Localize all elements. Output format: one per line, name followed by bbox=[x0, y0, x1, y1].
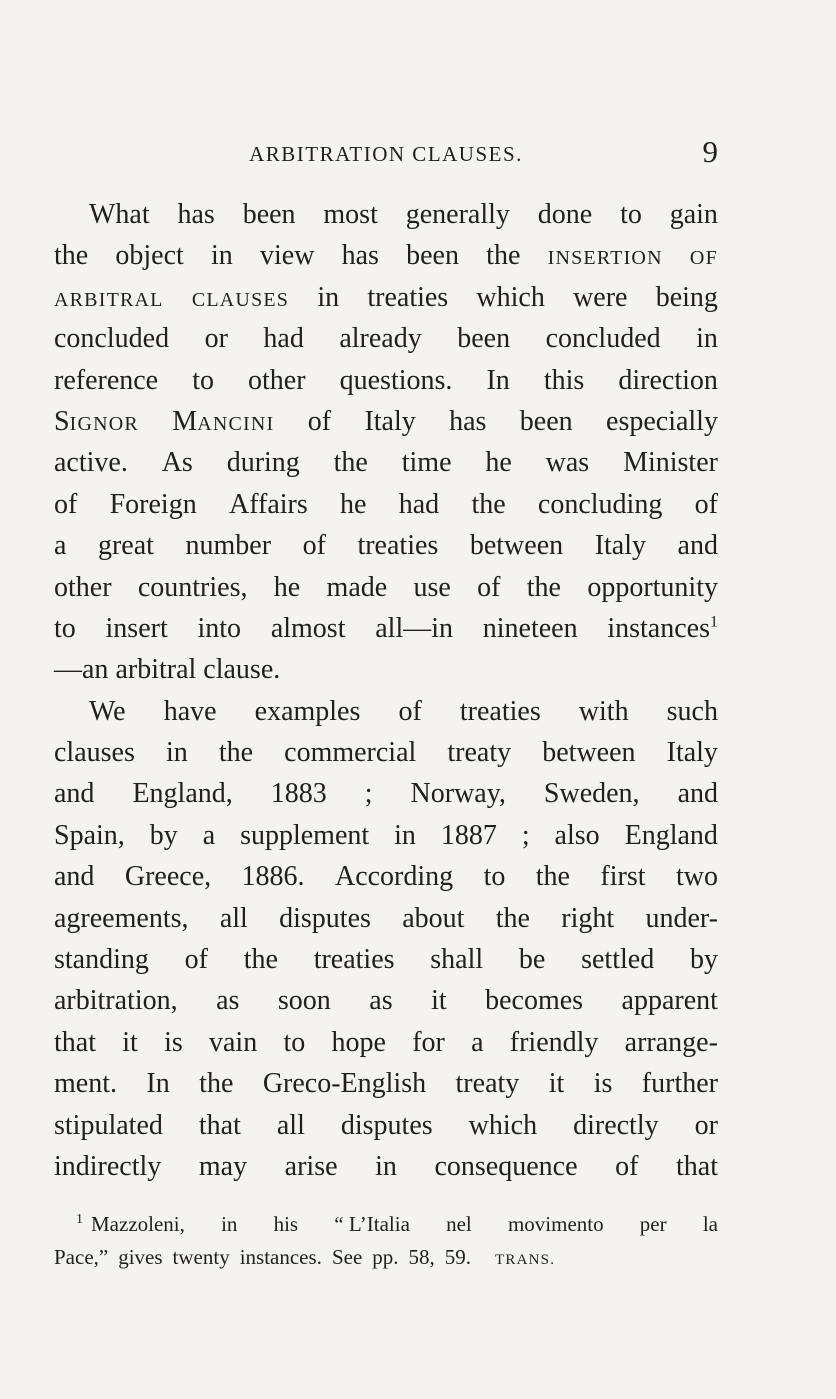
text-line bbox=[54, 1063, 718, 1104]
word: As bbox=[161, 447, 193, 479]
word: of bbox=[54, 488, 78, 520]
word: 1887 bbox=[440, 819, 497, 851]
word: clause. bbox=[203, 654, 281, 686]
name-mancini bbox=[172, 401, 274, 445]
word: concluding bbox=[537, 488, 663, 520]
word: and bbox=[54, 861, 95, 893]
word: time bbox=[401, 447, 452, 479]
word: the bbox=[495, 902, 530, 934]
text-line bbox=[54, 649, 718, 690]
word: or bbox=[204, 323, 228, 355]
word: and bbox=[677, 530, 718, 562]
word: been bbox=[519, 405, 573, 437]
word: which bbox=[468, 1109, 538, 1141]
word: generally bbox=[405, 199, 510, 230]
word: almost bbox=[270, 612, 346, 644]
word: were bbox=[573, 281, 628, 313]
word: active. bbox=[54, 447, 128, 479]
small-caps-word: ANCINI bbox=[197, 412, 275, 435]
word: which bbox=[476, 281, 545, 313]
word: opportunity bbox=[587, 571, 718, 603]
page-number: 9 bbox=[702, 134, 718, 169]
word: ; bbox=[364, 778, 373, 810]
word: the bbox=[535, 861, 570, 893]
word: to bbox=[54, 612, 76, 644]
word: clauses bbox=[54, 737, 135, 769]
word: vain bbox=[209, 1026, 258, 1058]
word: Minister bbox=[623, 447, 718, 479]
word: to bbox=[483, 861, 506, 893]
text-line bbox=[54, 939, 718, 980]
word: done bbox=[537, 199, 593, 230]
word: by bbox=[149, 819, 178, 851]
word: nineteen bbox=[482, 612, 578, 644]
word: in bbox=[221, 1212, 238, 1236]
word: right bbox=[561, 902, 615, 934]
word: under- bbox=[645, 902, 718, 934]
small-caps-word: INSERTION bbox=[547, 247, 663, 270]
text-line bbox=[54, 567, 718, 608]
footnote-lead bbox=[76, 1208, 185, 1241]
running-head bbox=[54, 134, 718, 174]
word: becomes bbox=[485, 985, 584, 1017]
word: arise bbox=[284, 1150, 338, 1182]
name-initial: S bbox=[54, 405, 70, 437]
word: all bbox=[276, 1109, 305, 1141]
word: Affairs bbox=[228, 488, 308, 520]
word: 59. bbox=[444, 1245, 472, 1269]
word: it bbox=[122, 1026, 138, 1058]
word: nel bbox=[446, 1212, 472, 1236]
word: agreements, bbox=[54, 902, 189, 934]
word: he bbox=[485, 447, 512, 479]
word: We bbox=[89, 695, 126, 727]
word: Italy bbox=[364, 405, 416, 437]
word: he bbox=[340, 488, 367, 520]
word: movimento bbox=[507, 1212, 604, 1236]
word: twenty bbox=[172, 1245, 230, 1269]
word: other bbox=[54, 571, 112, 603]
word: the bbox=[486, 240, 521, 272]
word: been bbox=[242, 199, 296, 230]
word: the bbox=[526, 571, 561, 603]
word: pp. bbox=[372, 1245, 399, 1269]
word: gain bbox=[669, 199, 718, 230]
word: countries, bbox=[137, 571, 248, 603]
word: per bbox=[639, 1212, 667, 1236]
word: 1886. bbox=[241, 861, 305, 893]
word: by bbox=[689, 944, 718, 976]
footnote-line bbox=[54, 1241, 718, 1274]
word: or bbox=[694, 1109, 718, 1141]
text-line bbox=[54, 360, 718, 401]
word: Sweden, bbox=[543, 778, 640, 810]
word: friendly bbox=[509, 1026, 599, 1058]
word: may bbox=[198, 1150, 248, 1182]
word: other bbox=[248, 364, 306, 396]
word: it bbox=[548, 1068, 565, 1100]
word: “ L’Italia bbox=[334, 1212, 410, 1236]
word: to bbox=[620, 199, 642, 230]
word: object bbox=[115, 240, 184, 272]
word: as bbox=[369, 985, 393, 1017]
word: of bbox=[184, 944, 208, 976]
word: as bbox=[216, 985, 240, 1017]
word: most bbox=[323, 199, 378, 230]
word: further bbox=[641, 1068, 718, 1100]
word: for bbox=[412, 1026, 445, 1058]
word: this bbox=[543, 364, 585, 396]
word: the bbox=[218, 737, 254, 769]
word: soon bbox=[277, 985, 331, 1017]
word: into bbox=[197, 612, 242, 644]
word: in bbox=[211, 240, 233, 272]
word: England bbox=[624, 819, 718, 851]
word: —an bbox=[54, 654, 109, 686]
text-line bbox=[54, 442, 718, 483]
word: concluded bbox=[54, 323, 170, 355]
word: has bbox=[177, 199, 215, 230]
word: the bbox=[333, 447, 368, 479]
footnote-reference: 1 bbox=[709, 613, 718, 631]
word: all—in bbox=[375, 612, 453, 644]
text-line bbox=[54, 235, 718, 276]
word: treaties bbox=[367, 281, 449, 313]
small-caps-word: CLAUSES bbox=[191, 288, 290, 311]
word: had bbox=[263, 323, 304, 355]
word: has bbox=[341, 240, 379, 272]
word: questions. bbox=[339, 364, 453, 396]
word: it bbox=[431, 985, 447, 1017]
text-line bbox=[54, 1146, 718, 1187]
word: that bbox=[54, 1026, 96, 1058]
text-line bbox=[54, 608, 718, 649]
footnote-line bbox=[54, 1208, 718, 1241]
word: has bbox=[449, 405, 487, 437]
word: the bbox=[199, 1068, 234, 1100]
word: Mazzoleni, bbox=[91, 1212, 185, 1236]
word: that bbox=[198, 1109, 241, 1141]
word: examples bbox=[254, 695, 361, 727]
translator-note: TRANS. bbox=[495, 1252, 556, 1268]
word: 1883 bbox=[270, 778, 327, 810]
word: especially bbox=[606, 405, 718, 437]
word: first bbox=[600, 861, 646, 893]
small-caps-word: IGNOR bbox=[69, 412, 139, 435]
name-signor bbox=[54, 401, 139, 445]
text-line bbox=[54, 401, 718, 442]
word: arbitration, bbox=[54, 985, 178, 1017]
word: instances bbox=[607, 612, 710, 644]
word-with-footnote bbox=[607, 608, 718, 649]
text-line bbox=[54, 773, 718, 814]
word: stipulated bbox=[54, 1109, 163, 1141]
word: disputes bbox=[340, 1109, 433, 1141]
word: have bbox=[163, 695, 217, 727]
text-line bbox=[54, 980, 718, 1021]
word: of bbox=[302, 530, 326, 562]
word: Foreign bbox=[109, 488, 197, 520]
body-text bbox=[54, 194, 718, 1187]
word: 58, bbox=[408, 1245, 435, 1269]
word: number bbox=[185, 530, 272, 562]
word: to bbox=[192, 364, 214, 396]
word: indirectly bbox=[54, 1150, 162, 1182]
word: of bbox=[477, 571, 501, 603]
word: had bbox=[398, 488, 440, 520]
word: Pace,” bbox=[54, 1245, 109, 1269]
word: What bbox=[89, 199, 150, 230]
word: In bbox=[146, 1068, 170, 1100]
word: made bbox=[326, 571, 388, 603]
word: a bbox=[471, 1026, 484, 1058]
footnote-mark: 1 bbox=[76, 1212, 83, 1227]
word: be bbox=[518, 944, 546, 976]
word: shall bbox=[430, 944, 484, 976]
text-line bbox=[54, 1105, 718, 1146]
word: being bbox=[655, 281, 718, 313]
word: great bbox=[97, 530, 154, 562]
word: the bbox=[243, 944, 278, 976]
word: reference bbox=[54, 364, 159, 396]
text-line bbox=[54, 1022, 718, 1063]
word: directly bbox=[573, 1109, 659, 1141]
word: settled bbox=[581, 944, 655, 976]
word: Norway, bbox=[410, 778, 506, 810]
word: supplement bbox=[240, 819, 370, 851]
word: instances. bbox=[239, 1245, 322, 1269]
word: treaty bbox=[455, 1068, 520, 1100]
word: been bbox=[457, 323, 511, 355]
word: of bbox=[694, 488, 718, 520]
word: the bbox=[471, 488, 506, 520]
word: gives bbox=[118, 1245, 163, 1269]
word: treaties bbox=[357, 530, 439, 562]
word: Italy bbox=[666, 737, 718, 769]
word: standing bbox=[54, 944, 149, 976]
word: in bbox=[375, 1150, 397, 1182]
word: all bbox=[219, 902, 248, 934]
word: arbitral bbox=[115, 654, 197, 686]
text-line bbox=[54, 277, 718, 318]
word: in bbox=[317, 281, 340, 313]
word: a bbox=[54, 530, 67, 562]
word: treaty bbox=[447, 737, 512, 769]
small-caps-word: ARBITRAL bbox=[54, 288, 164, 311]
word: of bbox=[615, 1150, 639, 1182]
word: treaties bbox=[459, 695, 541, 727]
small-caps-word: OF bbox=[689, 247, 718, 270]
word: in bbox=[394, 819, 416, 851]
word: See bbox=[331, 1245, 363, 1269]
word: already bbox=[339, 323, 422, 355]
word: the bbox=[54, 240, 89, 272]
word: and bbox=[677, 778, 718, 810]
word: and bbox=[54, 778, 95, 810]
word: view bbox=[259, 240, 315, 272]
footnote bbox=[54, 1208, 718, 1274]
word: a bbox=[202, 819, 216, 851]
word: commercial bbox=[284, 737, 417, 769]
text-line bbox=[54, 484, 718, 525]
word: two bbox=[675, 861, 718, 893]
word: between bbox=[542, 737, 636, 769]
text-line bbox=[54, 525, 718, 566]
running-title: ARBITRATION CLAUSES. bbox=[249, 142, 523, 166]
word: insert bbox=[105, 612, 168, 644]
word: consequence bbox=[434, 1150, 578, 1182]
word: ; bbox=[521, 819, 530, 851]
word: la bbox=[702, 1212, 718, 1236]
word: that bbox=[676, 1150, 718, 1182]
word: Italy bbox=[594, 530, 646, 562]
text-line bbox=[54, 815, 718, 856]
word: with bbox=[578, 695, 629, 727]
word: been bbox=[406, 240, 459, 272]
text-line bbox=[54, 194, 718, 235]
word: apparent bbox=[621, 985, 718, 1017]
word: Greece, bbox=[124, 861, 212, 893]
word: is bbox=[164, 1026, 183, 1058]
word: also bbox=[554, 819, 600, 851]
word: of bbox=[307, 405, 332, 437]
word: Greco-English bbox=[262, 1068, 427, 1100]
word: about bbox=[402, 902, 465, 934]
word: concluded bbox=[545, 323, 661, 355]
text-line bbox=[54, 318, 718, 359]
word: use bbox=[413, 571, 451, 603]
text-line bbox=[54, 898, 718, 939]
word: In bbox=[486, 364, 510, 396]
word: is bbox=[593, 1068, 613, 1100]
word: arrange- bbox=[624, 1026, 718, 1058]
word: According bbox=[334, 861, 454, 893]
word: was bbox=[545, 447, 590, 479]
word: ment. bbox=[54, 1068, 117, 1100]
text-line bbox=[54, 691, 718, 732]
word: treaties bbox=[313, 944, 395, 976]
word: during bbox=[226, 447, 300, 479]
word: to bbox=[283, 1026, 306, 1058]
word: of bbox=[398, 695, 422, 727]
text-line bbox=[54, 856, 718, 897]
word: his bbox=[273, 1212, 299, 1236]
word: in bbox=[165, 737, 188, 769]
word: disputes bbox=[279, 902, 371, 934]
word: hope bbox=[331, 1026, 386, 1058]
word: Spain, bbox=[54, 819, 125, 851]
word: he bbox=[273, 571, 301, 603]
word: between bbox=[469, 530, 564, 562]
text-line bbox=[54, 732, 718, 773]
word: in bbox=[696, 323, 718, 355]
name-initial: M bbox=[172, 405, 198, 437]
word: such bbox=[666, 695, 718, 727]
word: England, bbox=[132, 778, 233, 810]
word: direction bbox=[618, 364, 718, 396]
